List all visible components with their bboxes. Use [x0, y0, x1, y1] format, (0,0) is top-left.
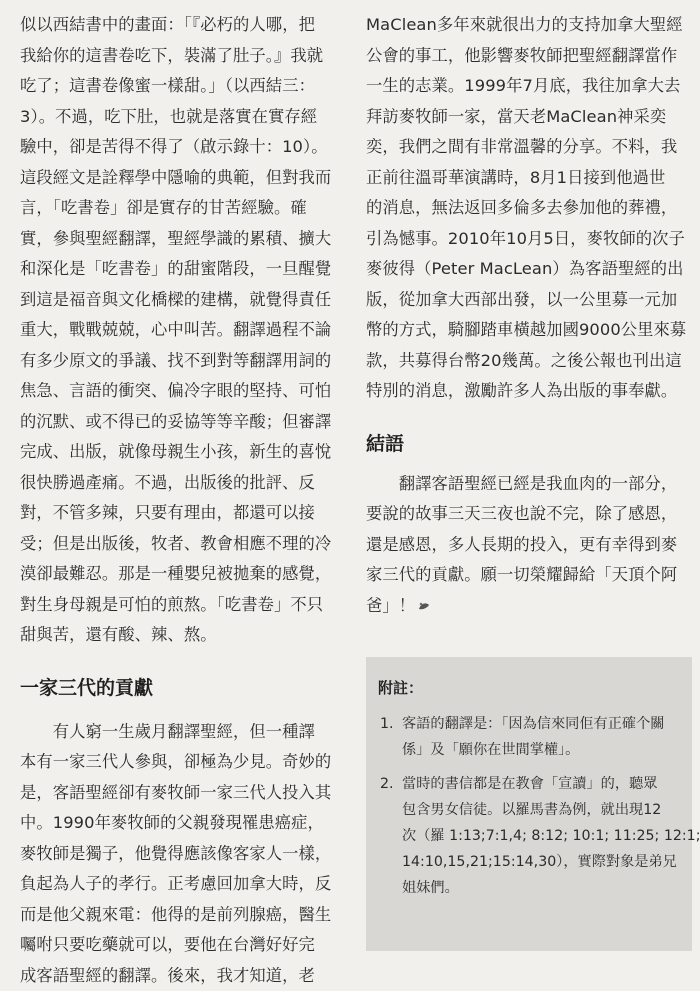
section-heading-conclusion: 結語: [366, 429, 688, 459]
text-line: 拜訪麥牧師一家，當天老MaClean神采奕: [366, 102, 688, 133]
footnote-line: 次（羅 1:13;7:1,4; 8:12; 10:1; 11:25; 12:1;: [402, 823, 700, 849]
footnote-line: 14:10,15,21;15:14,30），實際對象是弟兄: [402, 849, 700, 875]
footnote-line: 姐妹們。: [402, 875, 700, 901]
right-paragraph-2: [366, 469, 688, 622]
text-line: 甜與苦，還有酸、辣、熬。: [20, 620, 345, 651]
left-paragraph-1: [20, 10, 345, 651]
text-line: 爸」！: [366, 591, 688, 622]
text-line: 版，從加拿大西部出發，以一公里募一元加: [366, 285, 688, 316]
text-line: 家三代的貢獻。願一切榮耀歸給「天頂个阿: [366, 560, 688, 591]
text-line: 言，「吃書卷」卻是實存的甘苦經驗。確: [20, 193, 345, 224]
text-line: 3）。不過，吃下肚，也就是落實在實存經: [20, 102, 345, 133]
text-line: 對生身母親是可怕的煎熬。「吃書卷」不只: [20, 590, 345, 621]
text-line: 我給你的這書卷吃下，裝滿了肚子。』我就: [20, 41, 345, 72]
text-line: 特別的消息，激勵許多人為出版的事奉獻。: [366, 376, 688, 407]
text-line: 奕，我們之間有非常溫馨的分享。不料，我: [366, 132, 688, 163]
text-line: 引為憾事。2010年10月5日，麥牧師的次子: [366, 224, 688, 255]
section-heading-three-generations: 一家三代的貢獻: [20, 673, 345, 703]
footnote-line: 當時的書信都是在教會「宣讀」的，聽眾: [402, 771, 700, 797]
text-line: 中。1990年麥牧師的父親發現罹患癌症，: [20, 808, 345, 839]
text-line: 對，不管多辣，只要有理由，都還可以接: [20, 498, 345, 529]
text-line: 實，參與聖經翻譯，聖經學識的累積、擴大: [20, 224, 345, 255]
footnote-line: 包含男女信徒。以羅馬書為例，就出現12: [402, 797, 700, 823]
text-line: 和深化是「吃書卷」的甜蜜階段，一旦醒覺: [20, 254, 345, 285]
text-line: 有多少原文的爭議、找不到對等翻譯用詞的: [20, 346, 345, 377]
text-line: 款，共募得台幣20幾萬。之後公報也刊出這: [366, 346, 688, 377]
footnote-line: 客語的翻譯是：「因為信來同佢有正確个關: [402, 711, 664, 737]
text-line: 幣的方式，騎腳踏車橫越加國9000公里來募: [366, 315, 688, 346]
text-line: 翻譯客語聖經已經是我血肉的一部分，: [366, 469, 688, 500]
right-paragraph-1: [366, 10, 688, 407]
text-line: 重大，戰戰兢兢，心中叫苦。翻譯過程不論: [20, 315, 345, 346]
left-column: [20, 0, 345, 991]
text-line: 成客語聖經的翻譯。後來，我才知道，老: [20, 961, 345, 991]
text-line: 到這是福音與文化橋樑的建構，就覺得責任: [20, 285, 345, 316]
text-line: 完成、出版，就像母親生小孩，新生的喜悅: [20, 437, 345, 468]
text-line: 吃了；這書卷像蜜一樣甜。」（以西結三：: [20, 71, 345, 102]
text-line: 要說的故事三天三夜也說不完，除了感恩，: [366, 499, 688, 530]
text-line: 是，客語聖經卻有麥牧師一家三代人投入其: [20, 778, 345, 809]
text-line: 焦急、言語的衝突、偏冷字眼的堅持、可怕: [20, 376, 345, 407]
footnote-number: 1.: [380, 711, 398, 737]
footnote-line: 係」及「願你在世間掌權」。: [402, 737, 664, 763]
right-column: [366, 0, 688, 621]
text-line: 的消息，無法返回多倫多去參加他的葬禮，: [366, 193, 688, 224]
text-line: 很快勝過產痛。不過，出版後的批評、反: [20, 468, 345, 499]
text-line: 驗中，卻是苦得不得了（啟示錄十：10）。: [20, 132, 345, 163]
text-line: 有人窮一生歲月翻譯聖經，但一種譯: [20, 717, 345, 748]
text-line: 漠卻最難忍。那是一種嬰兒被拋棄的感覺，: [20, 559, 345, 590]
text-line: 公會的事工，他影響麥牧師把聖經翻譯當作: [366, 41, 688, 72]
footnote-title: 附註：: [378, 677, 423, 698]
footnote-box: [366, 657, 692, 951]
text-line: 本有一家三代人參與，卻極為少見。奇妙的: [20, 747, 345, 778]
text-line: 囑咐只要吃藥就可以，要他在台灣好好完: [20, 930, 345, 961]
text-line: 麥牧師是獨子，他覺得應該像客家人一樣，: [20, 839, 345, 870]
text-line: 受；但是出版後，牧者、教會相應不理的冷: [20, 529, 345, 560]
text-line: 負起為人子的孝行。正考慮回加拿大時，反: [20, 869, 345, 900]
text-line: 一生的志業。1999年7月底，我往加拿大去: [366, 71, 688, 102]
text-line: 麥彼得（Peter MacLean）為客語聖經的出: [366, 254, 688, 285]
text-line: 的沉默、或不得已的妥協等等辛酸；但審譯: [20, 407, 345, 438]
footnote-number: 2.: [380, 771, 398, 797]
text-line: 這段經文是詮釋學中隱喻的典範，但對我而: [20, 163, 345, 194]
text-line: 似以西結書中的畫面：「『必朽的人哪，把: [20, 10, 345, 41]
text-line: 還是感恩，多人長期的投入，更有幸得到麥: [366, 530, 688, 561]
ornament-icon: [417, 600, 431, 612]
text-line: 正前往溫哥華演講時，8月1日接到他過世: [366, 163, 688, 194]
text-line: 而是他父親來電：他得的是前列腺癌，醫生: [20, 900, 345, 931]
left-paragraph-2: [20, 717, 345, 991]
text-line: MaClean多年來就很出力的支持加拿大聖經: [366, 10, 688, 41]
